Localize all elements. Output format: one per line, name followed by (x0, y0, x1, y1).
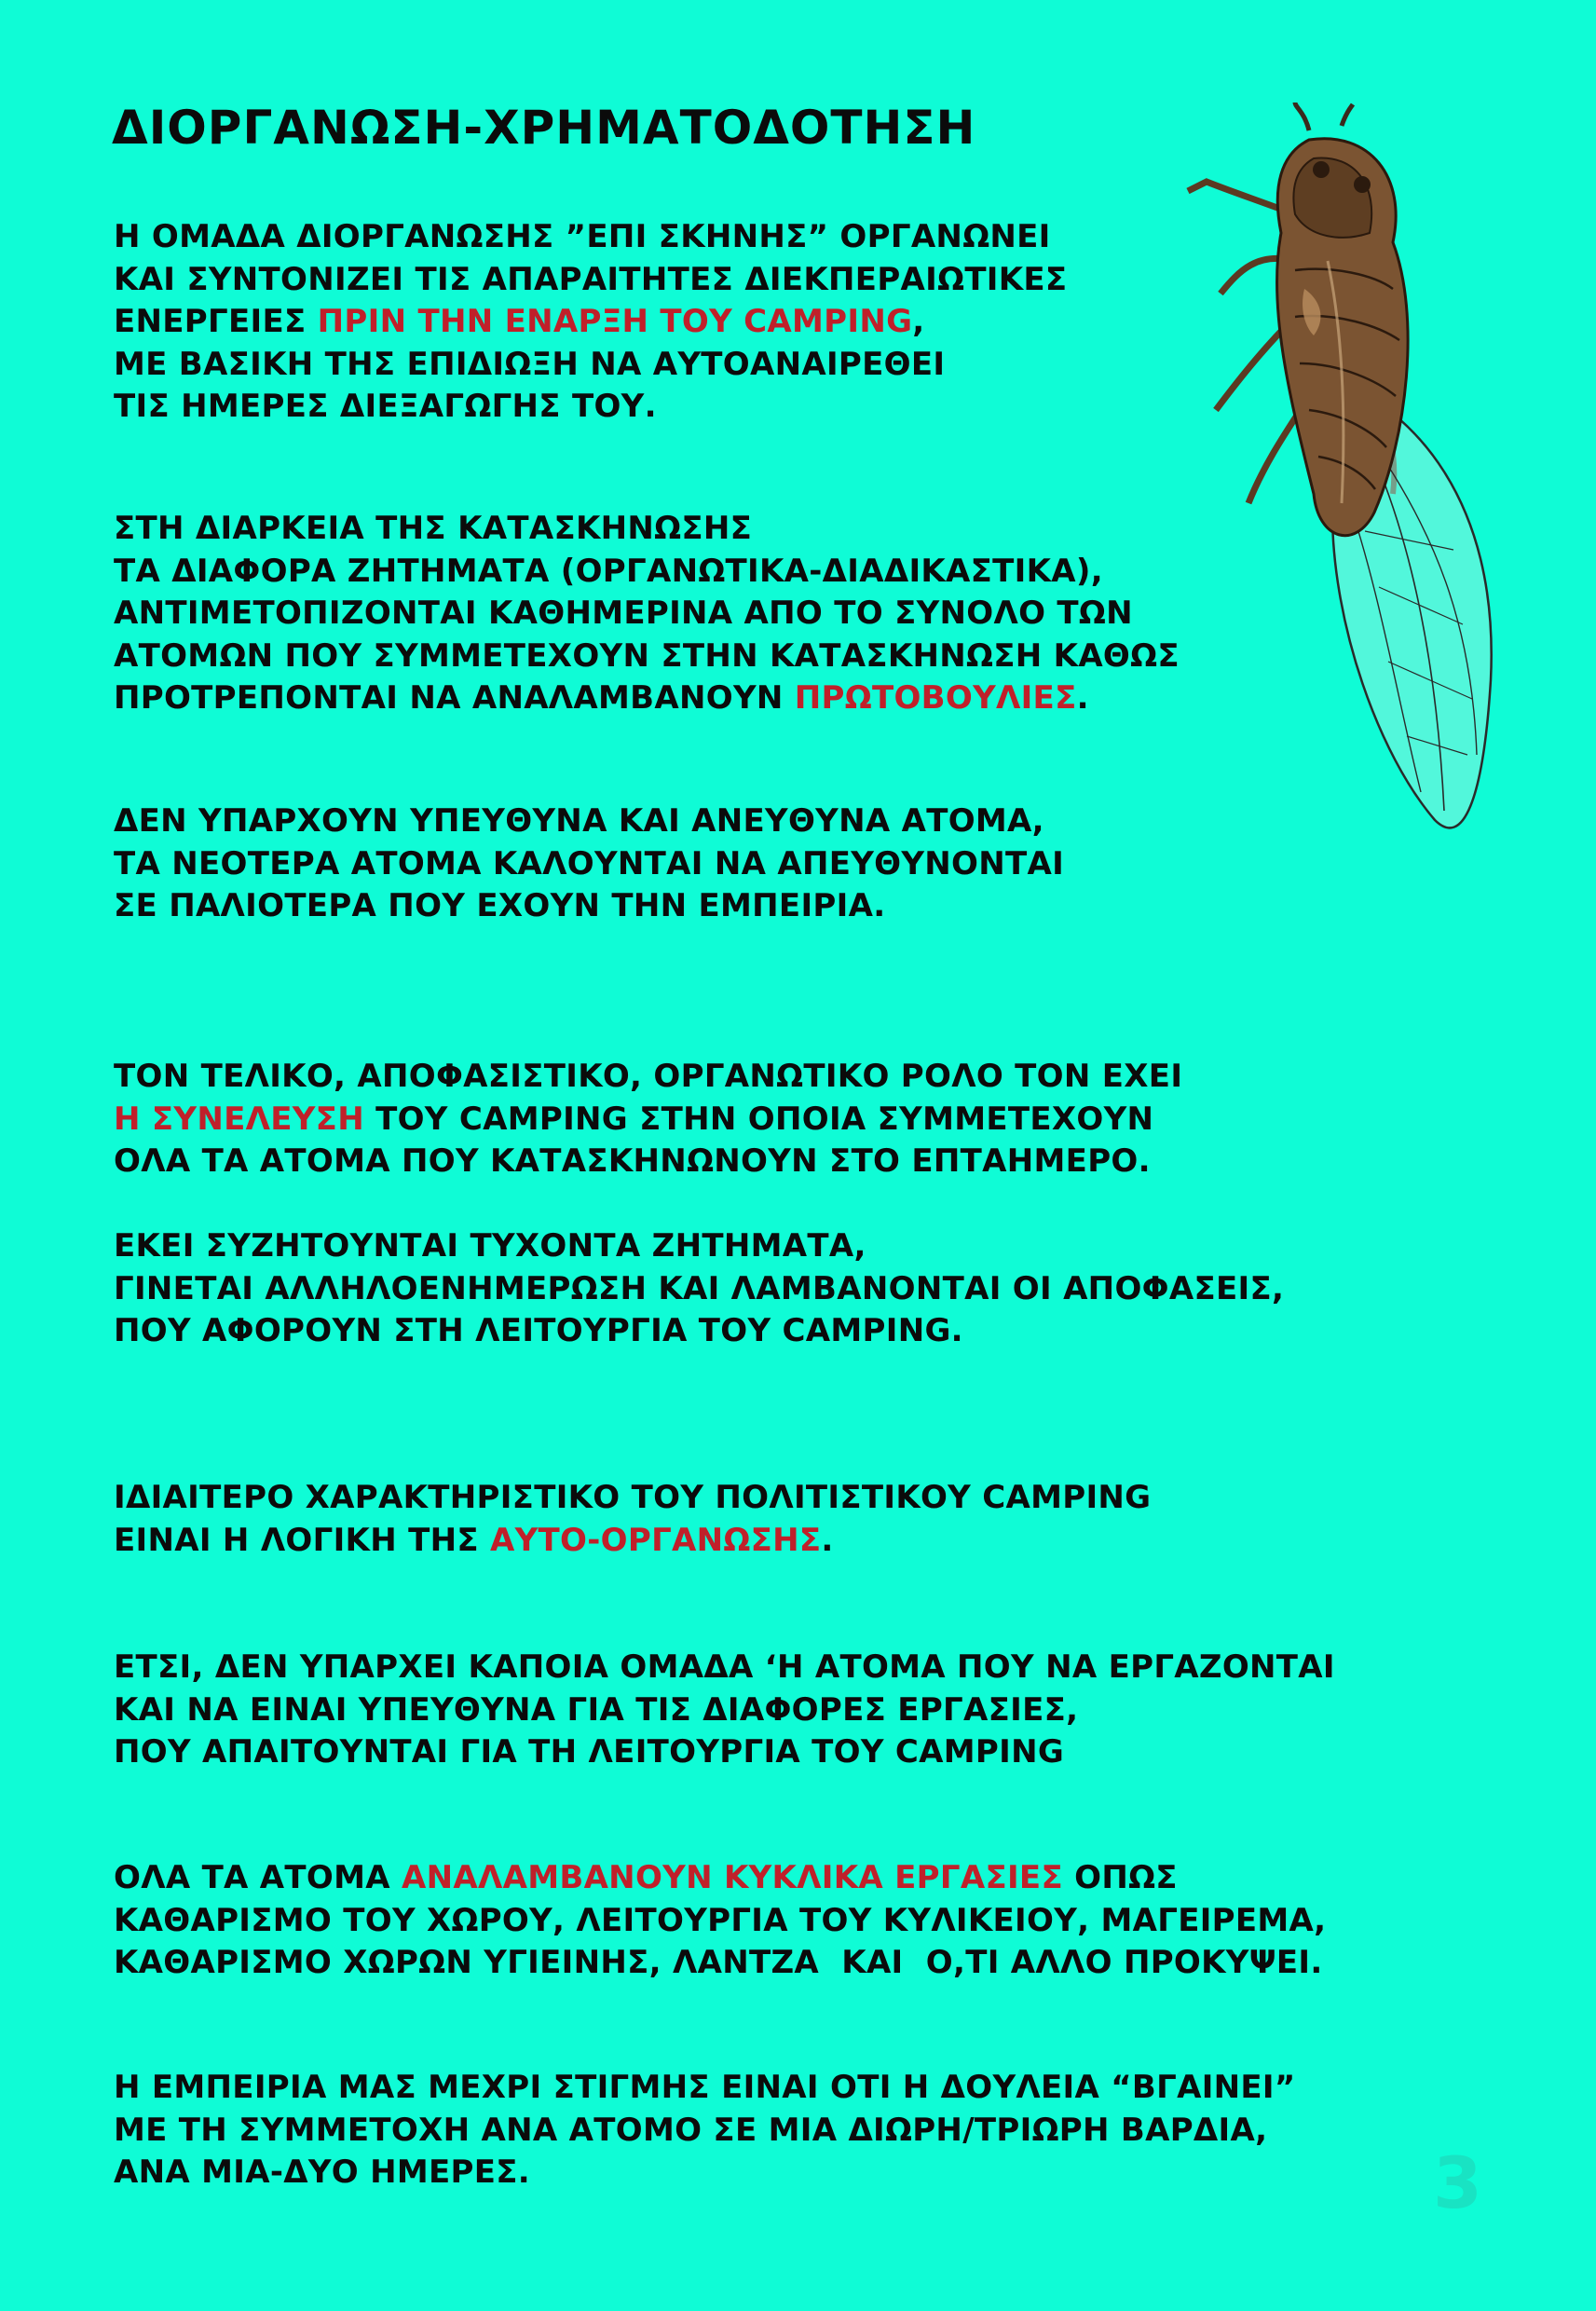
text-line: ΤΟΝ ΤΕΛΙΚΟ, ΑΠΟΦΑΣΙΣΤΙΚΟ, ΟΡΓΑΝΩΤΙΚΟ ΡΟΛΟ ΤΟΝ ΕΧΕΙ (114, 1058, 1183, 1095)
paragraph-discussion (114, 1225, 1284, 1353)
text-line: ΑΤΟΜΩΝ ΠΟΥ ΣΥΜΜΕΤΕΧΟΥΝ ΣΤΗΝ ΚΑΤΑΣΚΗΝΩΣΗ ΚΑΘΩΣ (114, 636, 1180, 675)
paragraph-organizing-team (114, 216, 1067, 429)
text-line: ΙΔΙΑΙΤΕΡΟ ΧΑΡΑΚΤΗΡΙΣΤΙΚΟ ΤΟΥ ΠΟΛΙΤΙΣΤΙΚΟΥ CAMPING (114, 1479, 1152, 1516)
text-line: ΕΤΣΙ, ΔΕΝ ΥΠΑΡΧΕΙ ΚΑΠΟΙΑ ΟΜΑΔΑ ‘Η ΑΤΟΜΑ ΠΟΥ ΝΑ ΕΡΓΑΖΟΝΤΑΙ (114, 1648, 1335, 1686)
text-line: ΚΑΙ ΣΥΝΤΟΝΙΖΕΙ ΤΙΣ ΑΠΑΡΑΙΤΗΤΕΣ ΔΙΕΚΠΕΡΑΙΩΤΙΚΕΣ (114, 260, 1068, 298)
highlight-text: ΑΥΤΟ-ΟΡΓΑΝΩΣΗΣ (490, 1521, 822, 1559)
text-line: ΓΙΝΕΤΑΙ ΑΛΛΗΛΟΕΝΗΜΕΡΩΣΗ ΚΑΙ ΛΑΜΒΑΝΟΝΤΑΙ ΟΙ ΑΠΟΦΑΣΕΙΣ, (114, 1269, 1285, 1307)
text-line: . (1076, 679, 1089, 717)
paragraph-camp-duration (114, 508, 1180, 720)
text-line: ΤΑ ΝΕΟΤΕΡΑ ΑΤΟΜΑ ΚΑΛΟΥΝΤΑΙ ΝΑ ΑΠΕΥΘΥΝΟΝΤΑΙ (114, 844, 1065, 882)
paragraph-responsibility (114, 800, 1064, 928)
text-line: ΠΡΟΤΡΕΠΟΝΤΑΙ ΝΑ ΑΝΑΛΑΜΒΑΝΟΥΝ (114, 679, 795, 717)
text-line: ΣΕ ΠΑΛΙΟΤΕΡΑ ΠΟΥ ΕΧΟΥΝ ΤΗΝ ΕΜΠΕΙΡΙΑ. (114, 887, 886, 924)
text-line: ΣΤΗ ΔΙΑΡΚΕΙΑ ΤΗΣ ΚΑΤΑΣΚΗΝΩΣΗΣ (114, 510, 753, 547)
text-line: ΕΚΕΙ ΣΥΖΗΤΟΥΝΤΑΙ ΤΥΧΟΝΤΑ ΖΗΤΗΜΑΤΑ, (114, 1227, 866, 1265)
text-line: . (821, 1521, 834, 1559)
text-line: ΟΠΩΣ (1062, 1859, 1178, 1896)
text-line: ΕΙΝΑΙ Η ΛΟΓΙΚΗ ΤΗΣ (114, 1521, 491, 1559)
highlight-text: ΠΡΩΤΟΒΟΥΛΙΕΣ (794, 679, 1077, 717)
text-line: ΤΙΣ ΗΜΕΡΕΣ ΔΙΕΞΑΓΩΓΗΣ ΤΟΥ. (114, 388, 657, 425)
text-line: ΟΛΑ ΤΑ ΑΤΟΜΑ ΠΟΥ ΚΑΤΑΣΚΗΝΩΝΟΥΝ ΣΤΟ ΕΠΤΑΗΜΕΡΟ. (114, 1142, 1151, 1180)
highlight-text: Η ΣΥΝΕΛΕΥΣΗ (114, 1100, 364, 1138)
text-line: ΤΑ ΔΙΑΦΟΡΑ ΖΗΤΗΜΑΤΑ (ΟΡΓΑΝΩΤΙΚΑ-ΔΙΑΔΙΚΑΣΤΙΚΑ), (114, 552, 1103, 590)
text-line: ΜΕ ΒΑΣΙΚΗ ΤΗΣ ΕΠΙΔΙΩΞΗ ΝΑ ΑΥΤΟΑΝΑΙΡΕΘΕΙ (114, 345, 946, 383)
highlight-text: ΑΝΑΛΑΜΒΑΝΟΥΝ ΚΥΚΛΙΚΑ ΕΡΓΑΣΙΕΣ (402, 1859, 1063, 1896)
text-line: ΑΝΑ ΜΙΑ-ΔΥΟ ΗΜΕΡΕΣ. (114, 2154, 531, 2191)
cicada-icon (1155, 103, 1509, 839)
page-title: ΔΙΟΡΓΑΝΩΣΗ-ΧΡΗΜΑΤΟΔΟΤΗΣΗ (112, 101, 976, 155)
text-line: ΠΟΥ ΑΠΑΙΤΟΥΝΤΑΙ ΓΙΑ ΤΗ ΛΕΙΤΟΥΡΓΙΑ ΤΟΥ CAMPING (114, 1733, 1065, 1771)
text-line: ΜΕ ΤΗ ΣΥΜΜΕΤΟΧΗ ΑΝΑ ΑΤΟΜΟ ΣΕ ΜΙΑ ΔΙΩΡΗ/ΤΡΙΩΡΗ ΒΑΡΔΙΑ, (114, 2111, 1268, 2149)
text-line: , (912, 303, 925, 340)
text-line: ΚΑΘΑΡΙΣΜΟ ΧΩΡΩΝ ΥΓΙΕΙΝΗΣ, ΛΑΝΤΖΑ ΚΑΙ Ο,ΤΙ ΑΛΛΟ ΠΡΟΚΥΨΕΙ. (114, 1944, 1323, 1981)
text-line: ΕΝΕΡΓΕΙΕΣ (114, 303, 318, 340)
paragraph-experience (114, 2067, 1296, 2195)
text-line: ΔΕΝ ΥΠΑΡΧΟΥΝ ΥΠΕΥΘΥΝΑ ΚΑΙ ΑΝΕΥΘΥΝΑ ΑΤΟΜΑ, (114, 802, 1044, 840)
text-line: Η ΕΜΠΕΙΡΙΑ ΜΑΣ ΜΕΧΡΙ ΣΤΙΓΜΗΣ ΕΙΝΑΙ ΟΤΙ Η ΔΟΥΛΕΙΑ “ΒΓΑΙΝΕΙ” (114, 2069, 1296, 2106)
paragraph-self-organization (114, 1477, 1151, 1562)
text-line: ΚΑΙ ΝΑ ΕΙΝΑΙ ΥΠΕΥΘΥΝΑ ΓΙΑ ΤΙΣ ΔΙΑΦΟΡΕΣ ΕΡΓΑΣΙΕΣ, (114, 1690, 1079, 1729)
text-line: ΠΟΥ ΑΦΟΡΟΥΝ ΣΤΗ ΛΕΙΤΟΥΡΓΙΑ ΤΟΥ CAMPING. (114, 1312, 963, 1349)
paragraph-rotating-tasks (114, 1857, 1326, 1985)
text-line: ΑΝΤΙΜΕΤΟΠΙΖΟΝΤΑΙ ΚΑΘΗΜΕΡΙΝΑ ΑΠΟ ΤΟ ΣΥΝΟΛΟ ΤΩΝ (114, 595, 1133, 632)
paragraph-assembly (114, 1056, 1182, 1183)
highlight-text: ΠΡΙΝ ΤΗΝ ΕΝΑΡΞΗ ΤΟΥ CAMPING (317, 303, 913, 340)
page-number: 3 (1433, 2141, 1482, 2224)
text-line: ΤΟΥ CAMPING ΣΤΗΝ ΟΠΟΙΑ ΣΥΜΜΕΤΕΧΟΥΝ (363, 1100, 1154, 1138)
text-line: Η ΟΜΑΔΑ ΔΙΟΡΓΑΝΩΣΗΣ ”ΕΠΙ ΣΚΗΝΗΣ” ΟΡΓΑΝΩΝΕΙ (114, 218, 1051, 255)
paragraph-no-dedicated-team (114, 1647, 1335, 1774)
text-line: ΟΛΑ ΤΑ ΑΤΟΜΑ (114, 1859, 402, 1896)
text-line: ΚΑΘΑΡΙΣΜΟ ΤΟΥ ΧΩΡΟΥ, ΛΕΙΤΟΥΡΓΙΑ ΤΟΥ ΚΥΛΙΚΕΙΟΥ, ΜΑΓΕΙΡΕΜΑ, (114, 1901, 1327, 1939)
